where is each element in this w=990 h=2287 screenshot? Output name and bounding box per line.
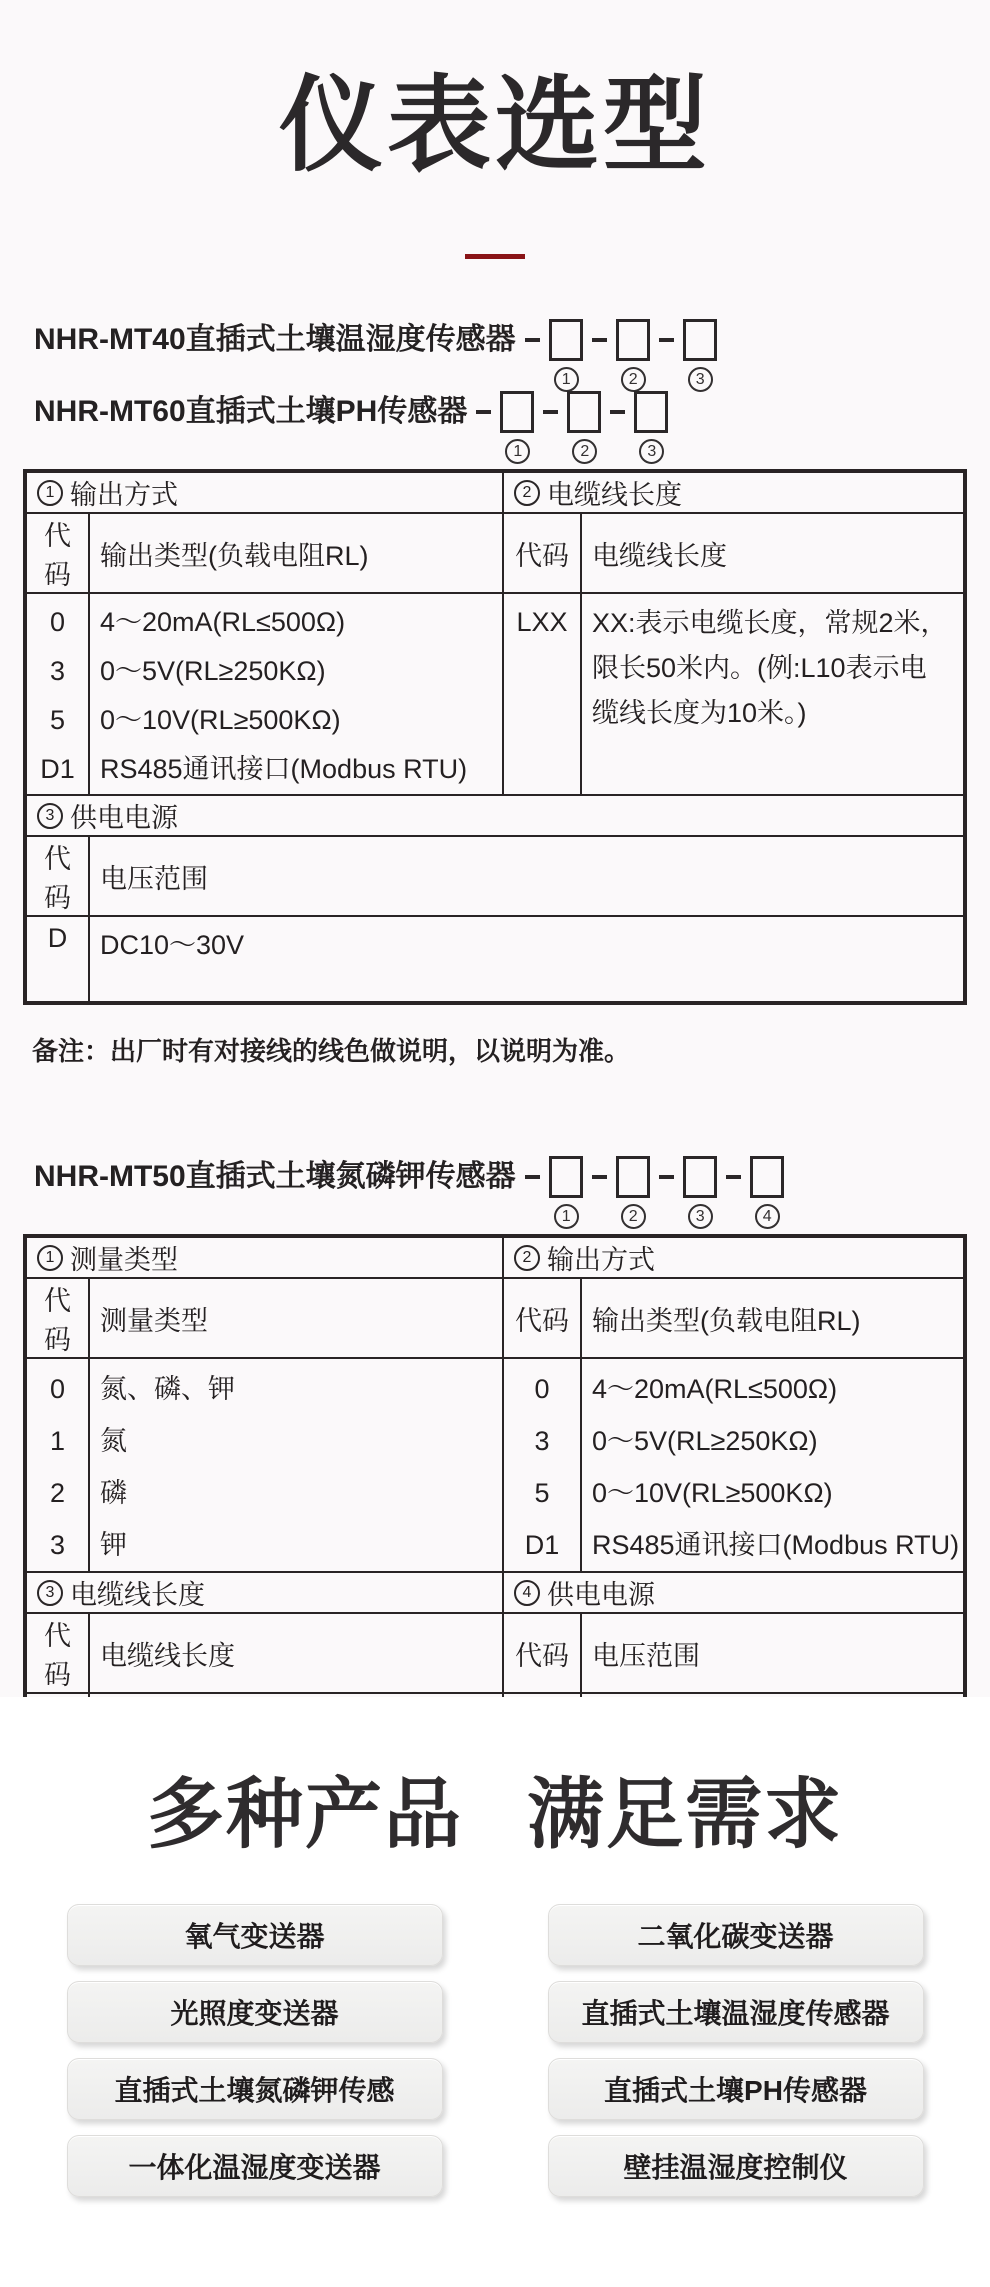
section-header-row [25,1236,965,1278]
model-line-mt50 [34,1154,990,1226]
desc-cell: DC10～30V [89,916,965,1003]
code-slot-1 [516,317,583,392]
section-number: 1 [37,1245,63,1271]
products-section [0,1697,990,2287]
code-box [567,391,601,433]
code-cell: D [25,916,89,1003]
col-code: 代码 [25,1278,89,1358]
section-label: 输出方式 [70,480,178,511]
model-line-mt60 [34,389,990,461]
code-box [634,391,668,433]
position-number: 2 [621,1204,646,1229]
code-value: 3 [49,656,66,687]
spec-table-mt40-mt60 [23,469,967,1005]
position-number: 1 [505,439,530,464]
col-code: 代码 [25,1613,89,1693]
section-header-row [25,471,965,513]
code-slot-1 [467,389,534,464]
code-slot-1 [516,1154,583,1229]
dash [543,410,558,414]
col-measure-type: 测量类型 [89,1278,503,1358]
col-code: 代码 [25,836,89,916]
page-title: 仪表选型 [278,68,711,184]
column-header-row [25,1278,965,1358]
code-cell [25,593,89,795]
code-value: 3 [534,1426,550,1457]
code-slot-2 [583,1154,650,1229]
position-number: 1 [554,1204,579,1229]
code-cell [503,1358,581,1572]
cable-code-cell [503,593,581,795]
dash [592,1175,607,1179]
code-box [616,1156,650,1198]
product-button-soil-npk[interactable]: 直插式土壤氮磷钾传感 [67,2058,443,2120]
model-name-mt40: NHR-MT40直插式土壤温湿度传感器 [34,323,516,357]
section-header-row [25,795,965,836]
code-value: LXX [516,607,568,638]
cable-desc-cell [581,593,965,795]
section-number: 3 [37,803,63,829]
position-number: 2 [621,367,646,392]
code-box [500,391,534,433]
red-divider [465,254,525,259]
dash [726,1175,741,1179]
table-body-row [25,916,965,1003]
desc-value: 4～20mA(RL≤500Ω) [100,607,346,638]
section-number: 2 [514,480,540,506]
dash [592,338,607,342]
code-value: 3 [49,1530,66,1561]
section-output-mode [503,1236,965,1278]
model-line-mt40 [34,317,990,389]
col-code: 代码 [25,513,89,593]
code-value: 2 [49,1478,66,1509]
desc-value: 0～5V(RL≥250KΩ) [100,656,326,687]
spec-table-mt50 [23,1234,967,1697]
product-button-integrated-temp-humidity[interactable]: 一体化温湿度变送器 [67,2135,443,2197]
code-value: D1 [524,1530,560,1561]
code-box [616,319,650,361]
heading-right: 满足需求 [527,1772,843,1858]
section-number: 1 [37,480,63,506]
col-code: 代码 [503,1278,581,1358]
section-label: 电缆线长度 [547,480,682,511]
desc-cell [89,593,503,795]
section-number: 3 [37,1580,63,1606]
code-box [683,319,717,361]
desc-value: RS485通讯接口(Modbus RTU) [100,754,468,785]
dash [659,1175,674,1179]
desc-value: 磷 [100,1478,127,1509]
code-value: 0 [49,1374,66,1405]
model-name-mt50: NHR-MT50直插式土壤氮磷钾传感器 [34,1160,516,1194]
section-label: 供电电源 [547,1580,655,1611]
code-box [549,319,583,361]
note-mt40: 备注：出厂时有对接线的线色做说明，以说明为准。 [32,1036,631,1067]
code-cell [25,1358,89,1572]
section-label: 电缆线长度 [70,1580,205,1611]
col-cable-length: 电缆线长度 [581,513,965,593]
position-number: 3 [639,439,664,464]
position-number: 3 [688,367,713,392]
desc-cell [581,1358,965,1572]
section-cable-length [25,1572,503,1613]
product-button-oxygen[interactable]: 氧气变送器 [67,1904,443,1966]
dash [659,338,674,342]
position-number: 2 [572,439,597,464]
desc-value: 0～5V(RL≥250KΩ) [592,1426,818,1457]
section-label: 供电电源 [70,803,178,834]
product-button-grid [67,1904,924,2197]
code-slot-4 [717,1154,784,1229]
table-body-row [25,593,965,795]
code-slot-3 [650,317,717,392]
code-box [750,1156,784,1198]
col-output-type: 输出类型(负载电阻RL) [581,1278,965,1358]
product-button-illuminance[interactable]: 光照度变送器 [67,1981,443,2043]
col-code: 代码 [503,513,581,593]
section-measure-type [25,1236,503,1278]
desc-value: 氮 [100,1426,127,1457]
section-label: 测量类型 [70,1245,178,1276]
code-slot-2 [583,317,650,392]
position-number: 1 [554,367,579,392]
col-cable-length: 电缆线长度 [89,1613,503,1693]
table-body-row [25,1358,965,1572]
product-button-co2[interactable]: 二氧化碳变送器 [548,1904,924,1966]
code-slot-2 [534,389,601,464]
code-box [549,1156,583,1198]
product-button-soil-temp-humidity[interactable]: 直插式土壤温湿度传感器 [548,1981,924,2043]
model-ordering-mt50 [34,1154,990,1226]
code-value: 5 [534,1478,550,1509]
heading-left: 多种产品 [147,1772,463,1858]
section-number: 4 [514,1580,540,1606]
code-box [683,1156,717,1198]
desc-value: 钾 [100,1530,127,1561]
col-voltage-range: 电压范围 [581,1613,965,1693]
desc-value: 0～10V(RL≥500KΩ) [100,705,341,736]
dash [525,338,540,342]
section-cable-length [503,471,965,513]
dash [476,410,491,414]
product-button-soil-ph[interactable]: 直插式土壤PH传感器 [548,2058,924,2120]
model-ordering-mt40-mt60 [34,317,990,461]
col-voltage-range: 电压范围 [89,836,965,916]
product-button-wall-mounted-controller[interactable]: 壁挂温湿度控制仪 [548,2135,924,2197]
model-name-mt60: NHR-MT60直插式土壤PH传感器 [34,395,468,429]
position-number: 4 [755,1204,780,1229]
desc-value: XX:表示电缆长度，常规2米，限长50米内。(例:L10表示电缆线长度为10米。) [592,608,948,729]
section-power-supply [25,795,965,836]
code-value: 0 [49,607,66,638]
code-value: 1 [49,1426,66,1457]
dash [610,410,625,414]
desc-value: 0～10V(RL≥500KΩ) [592,1478,833,1509]
col-code: 代码 [503,1613,581,1693]
desc-value: RS485通讯接口(Modbus RTU) [592,1530,960,1561]
code-value: 5 [49,705,66,736]
column-header-row [25,836,965,916]
code-value: 0 [534,1374,550,1405]
dash [525,1175,540,1179]
section-header-row [25,1572,965,1613]
products-heading [0,1697,990,1864]
desc-cell [89,1358,503,1572]
position-number: 3 [688,1204,713,1229]
code-slot-3 [601,389,668,464]
desc-value: 4～20mA(RL≤500Ω) [592,1374,838,1405]
col-output-type: 输出类型(负载电阻RL) [89,513,503,593]
section-output-mode [25,471,503,513]
code-slot-3 [650,1154,717,1229]
column-header-row [25,513,965,593]
section-label: 输出方式 [547,1245,655,1276]
column-header-row [25,1613,965,1693]
desc-value: 氮、磷、钾 [100,1374,235,1405]
section-number: 2 [514,1245,540,1271]
section-power-supply [503,1572,965,1613]
code-value: D1 [40,754,75,785]
